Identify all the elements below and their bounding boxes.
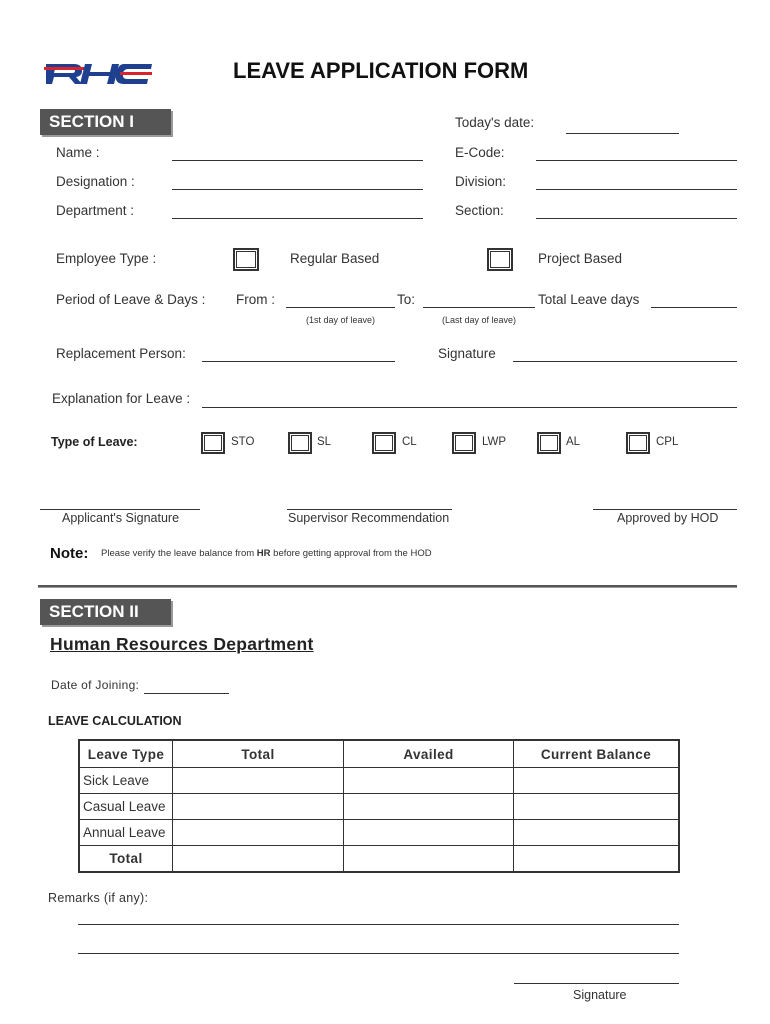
period-label: Period of Leave & Days : (56, 292, 206, 307)
table-cell[interactable] (344, 846, 514, 873)
signature-field[interactable] (513, 361, 737, 362)
note-text-post: before getting approval from the HOD (270, 548, 432, 559)
hr-signature-line[interactable] (514, 983, 679, 984)
first-day-hint: (1st day of leave) (306, 315, 376, 325)
type-of-leave-label: Type of Leave: (51, 435, 138, 449)
table-cell[interactable] (344, 768, 514, 794)
note-label: Note: (50, 545, 89, 562)
note-text-pre: Please verify the leave balance from (101, 548, 257, 559)
department-label: Department : (56, 203, 135, 218)
to-field[interactable] (423, 307, 535, 308)
total-label: Total (79, 846, 173, 873)
col-total: Total (173, 740, 344, 768)
from-field[interactable] (286, 307, 395, 308)
explanation-label: Explanation for Leave : (52, 391, 191, 406)
project-based-checkbox[interactable] (487, 248, 513, 271)
table-cell[interactable] (344, 794, 514, 820)
sto-label: STO (231, 436, 255, 448)
table-row (79, 846, 679, 873)
cpl-checkbox[interactable] (626, 432, 650, 454)
table-cell[interactable] (173, 794, 344, 820)
explanation-field[interactable] (202, 407, 737, 408)
note-text-hr: HR (256, 548, 271, 559)
table-cell[interactable] (514, 794, 680, 820)
row-label: Annual Leave (79, 820, 173, 846)
ecode-field[interactable] (536, 160, 737, 161)
supervisor-line[interactable] (287, 509, 452, 510)
sl-checkbox[interactable] (288, 432, 312, 454)
lwp-checkbox[interactable] (452, 432, 476, 454)
section-divider (38, 585, 737, 588)
table-cell[interactable] (514, 846, 680, 873)
lwp-label: LWP (482, 436, 507, 448)
hr-heading: Human Resources Department (50, 634, 314, 654)
form-title: LEAVE APPLICATION FORM (233, 58, 529, 83)
replacement-label: Replacement Person: (56, 346, 186, 361)
remarks-line-1[interactable] (78, 924, 679, 925)
division-label: Division: (455, 174, 507, 189)
leave-calculation-table (78, 739, 680, 873)
date-of-joining-field[interactable] (144, 693, 229, 694)
al-label: AL (566, 436, 581, 448)
department-field[interactable] (172, 218, 423, 219)
al-checkbox[interactable] (537, 432, 561, 454)
col-leave-type: Leave Type (79, 740, 173, 768)
table-cell[interactable] (173, 820, 344, 846)
section-1-badge: SECTION I (40, 109, 171, 135)
hod-label: Approved by HOD (617, 511, 719, 525)
row-label: Sick Leave (79, 768, 173, 794)
sl-label: SL (317, 436, 332, 448)
section-label: Section: (455, 203, 504, 218)
project-based-label: Project Based (538, 251, 623, 266)
table-cell[interactable] (344, 820, 514, 846)
section-field[interactable] (536, 218, 737, 219)
applicant-signature-label: Applicant's Signature (62, 511, 180, 525)
cl-checkbox[interactable] (372, 432, 396, 454)
rhc-logo (44, 60, 154, 86)
from-label: From : (236, 292, 275, 307)
division-field[interactable] (536, 189, 737, 190)
note-text (101, 548, 432, 559)
regular-based-checkbox[interactable] (233, 248, 259, 271)
hr-signature-label: Signature (573, 988, 627, 1002)
designation-field[interactable] (172, 189, 423, 190)
designation-label: Designation : (56, 174, 135, 189)
remarks-label: Remarks (if any): (48, 891, 149, 905)
cpl-label: CPL (656, 436, 679, 448)
table-row (79, 820, 679, 846)
last-day-hint: (Last day of leave) (442, 315, 517, 325)
table-row (79, 794, 679, 820)
ecode-label: E-Code: (455, 145, 505, 160)
to-label: To: (397, 292, 416, 307)
replacement-field[interactable] (202, 361, 395, 362)
regular-based-label: Regular Based (290, 251, 380, 266)
remarks-line-2[interactable] (78, 953, 679, 954)
table-cell[interactable] (514, 768, 680, 794)
col-availed: Availed (344, 740, 514, 768)
table-cell[interactable] (173, 846, 344, 873)
name-field[interactable] (172, 160, 423, 161)
sto-checkbox[interactable] (201, 432, 225, 454)
date-of-joining-label: Date of Joining: (51, 678, 140, 692)
applicant-signature-line[interactable] (40, 509, 200, 510)
todays-date-label: Today's date: (455, 115, 535, 130)
col-current-balance: Current Balance (514, 740, 680, 768)
section-2-badge: SECTION II (40, 599, 171, 625)
row-label: Casual Leave (79, 794, 173, 820)
employee-type-label: Employee Type : (56, 251, 157, 266)
leave-calc-heading: LEAVE CALCULATION (48, 714, 182, 728)
hod-line[interactable] (593, 509, 737, 510)
signature-label: Signature (438, 346, 496, 361)
total-days-field[interactable] (651, 307, 737, 308)
total-days-label: Total Leave days (538, 292, 640, 307)
table-cell[interactable] (514, 820, 680, 846)
supervisor-label: Supervisor Recommendation (288, 511, 450, 525)
table-row (79, 768, 679, 794)
todays-date-field[interactable] (566, 133, 679, 134)
cl-label: CL (402, 436, 417, 448)
name-label: Name : (56, 145, 100, 160)
table-cell[interactable] (173, 768, 344, 794)
